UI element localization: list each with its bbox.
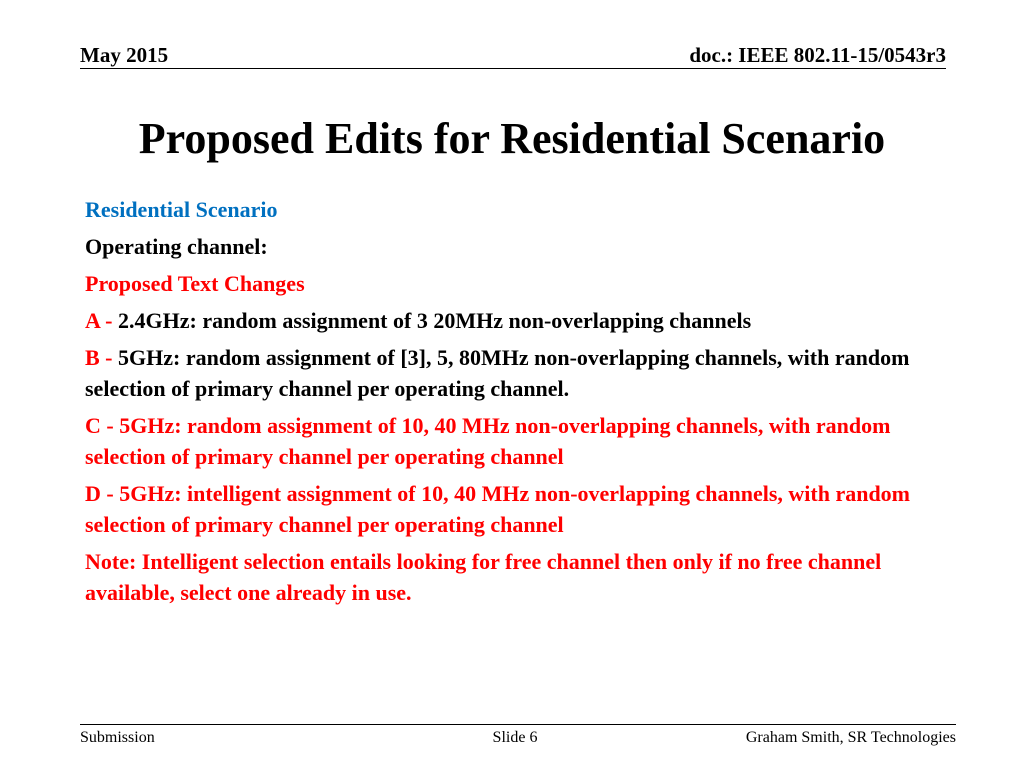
item-b <box>85 342 945 404</box>
footer-slide-number: Slide 6 <box>492 729 538 746</box>
subheading: Operating channel: <box>85 234 268 259</box>
item-d: D - 5GHz: intelligent assignment of 10, 40 MHz non-overlapping channels, with random selection of primary channel per operating channel <box>85 481 911 537</box>
item-a <box>85 305 945 336</box>
footer-author: Graham Smith, SR Technologies <box>745 729 956 746</box>
item-a-label: A - <box>85 308 118 333</box>
slide-body <box>85 194 945 614</box>
slide-title: Proposed Edits for Residential Scenario <box>138 114 886 163</box>
changes-heading: Proposed Text Changes <box>85 271 305 296</box>
note: Note: Intelligent selection entails looking for free channel then only if no free channel available, select one already in use. <box>85 549 882 605</box>
section-heading: Residential Scenario <box>85 197 278 222</box>
item-a-text: 2.4GHz: random assignment of 3 20MHz non-overlapping channels <box>118 308 752 333</box>
item-c: C - 5GHz: random assignment of 10, 40 MHz non-overlapping channels, with random selection of primary channel per operating channel <box>85 413 891 469</box>
item-b-label: B - <box>85 345 118 370</box>
item-b-text: 5GHz: random assignment of [3], 5, 80MHz non-overlapping channels, with random selection of primary channel per operating channel. <box>85 345 910 401</box>
footer-divider <box>80 724 956 725</box>
header-doc-id: doc.: IEEE 802.11-15/0543r3 <box>689 43 946 67</box>
footer-submission: Submission <box>80 729 155 746</box>
header-date: May 2015 <box>80 43 169 67</box>
header-divider <box>80 68 946 69</box>
